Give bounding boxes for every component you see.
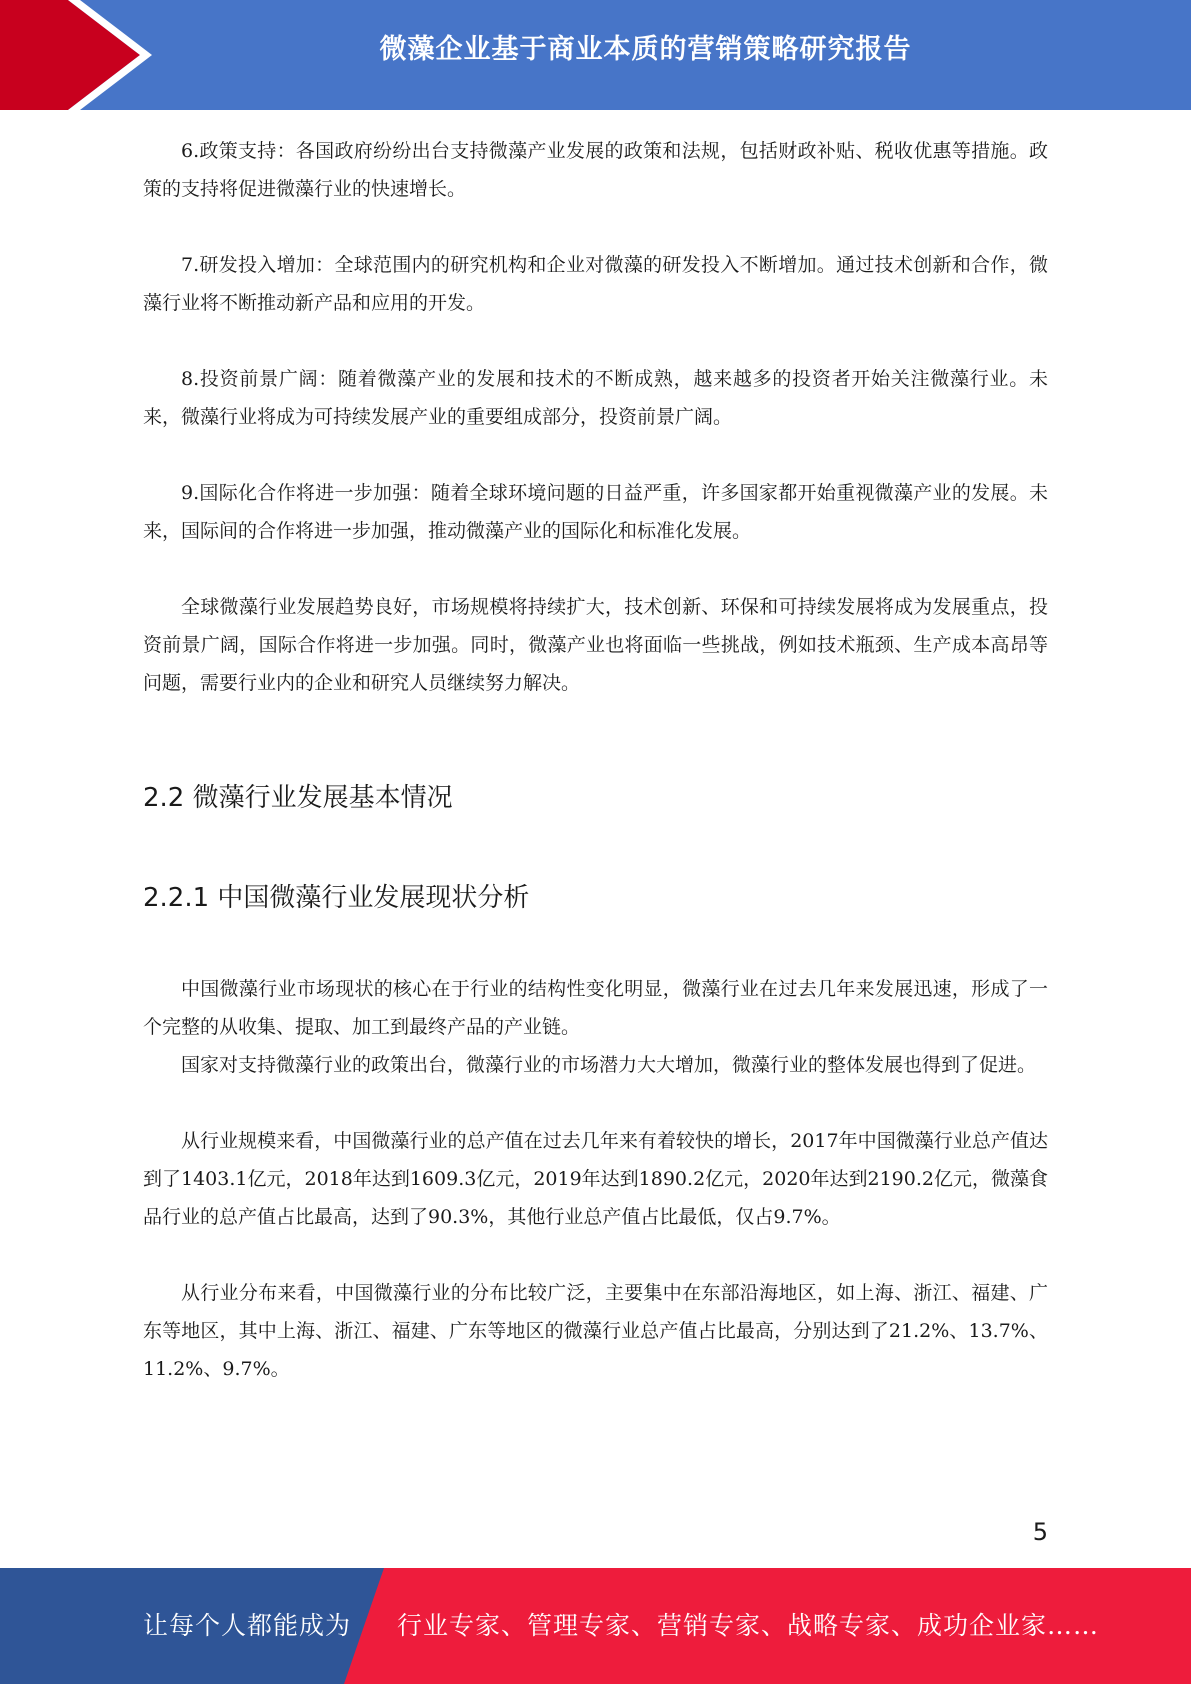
paragraph-investment-outlook: 8.投资前景广阔：随着微藻产业的发展和技术的不断成熟，越来越多的投资者开始关注微藻行业。未来，微藻行业将成为可持续发展产业的重要组成部分，投资前景广阔。 <box>143 368 1048 428</box>
paragraph-industry-distribution: 从行业分布来看，中国微藻行业的分布比较广泛，主要集中在东部沿海地区，如上海、浙江、福建、广东等地区，其中上海、浙江、福建、广东等地区的微藻行业总产值占比最高，分别达到了21.2%、13.7%、11.2%、9.7%。 <box>143 1282 1048 1380</box>
subsection-heading: 2.2.1 中国微藻行业发展现状分析 <box>143 883 530 913</box>
document-body <box>143 132 1048 1388</box>
paragraph-policy-support: 6.政策支持：各国政府纷纷出台支持微藻产业发展的政策和法规，包括财政补贴、税收优惠等措施。政策的支持将促进微藻行业的快速增长。 <box>143 140 1048 200</box>
header-arrow-decoration <box>0 0 160 110</box>
paragraph-rd-investment: 7.研发投入增加：全球范围内的研究机构和企业对微藻的研发投入不断增加。通过技术创新和合作，微藻行业将不断推动新产品和应用的开发。 <box>143 254 1048 314</box>
page-header <box>0 0 1191 110</box>
footer-slogan-left: 让每个人都能成为 <box>143 1611 352 1640</box>
paragraph-policy-promotion: 国家对支持微藻行业的政策出台，微藻行业的市场潜力大大增加，微藻行业的整体发展也得到了促进。 <box>181 1054 1037 1076</box>
page-number: 5 <box>1032 1518 1048 1546</box>
section-heading: 2.2 微藻行业发展基本情况 <box>143 783 453 813</box>
header-title: 微藻企业基于商业本质的营销策略研究报告 <box>379 34 912 65</box>
paragraph-market-status: 中国微藻行业市场现状的核心在于行业的结构性变化明显，微藻行业在过去几年来发展迅速，形成了一个完整的从收集、提取、加工到最终产品的产业链。 <box>143 978 1048 1038</box>
footer-slogan-right: 行业专家、管理专家、营销专家、战略专家、成功企业家…… <box>397 1611 1100 1640</box>
paragraph-global-summary: 全球微藻行业发展趋势良好，市场规模将持续扩大，技术创新、环保和可持续发展将成为发展重点，投资前景广阔，国际合作将进一步加强。同时，微藻产业也将面临一些挑战，例如技术瓶颈、生产成本高昂等问题，需要行业内的企业和研究人员继续努力解决。 <box>143 596 1048 694</box>
paragraph-industry-scale: 从行业规模来看，中国微藻行业的总产值在过去几年来有着较快的增长，2017年中国微藻行业总产值达到了1403.1亿元，2018年达到1609.3亿元，2019年达到1890.2亿元，2020年达到2190.2亿元，微藻食品行业的总产值占比最高，达到了90.3%，其他行业总产值占比最低，仅占9.7%。 <box>143 1130 1048 1228</box>
page-footer <box>0 1568 1191 1684</box>
paragraph-international-cooperation: 9.国际化合作将进一步加强：随着全球环境问题的日益严重，许多国家都开始重视微藻产业的发展。未来，国际间的合作将进一步加强，推动微藻产业的国际化和标准化发展。 <box>143 482 1048 542</box>
